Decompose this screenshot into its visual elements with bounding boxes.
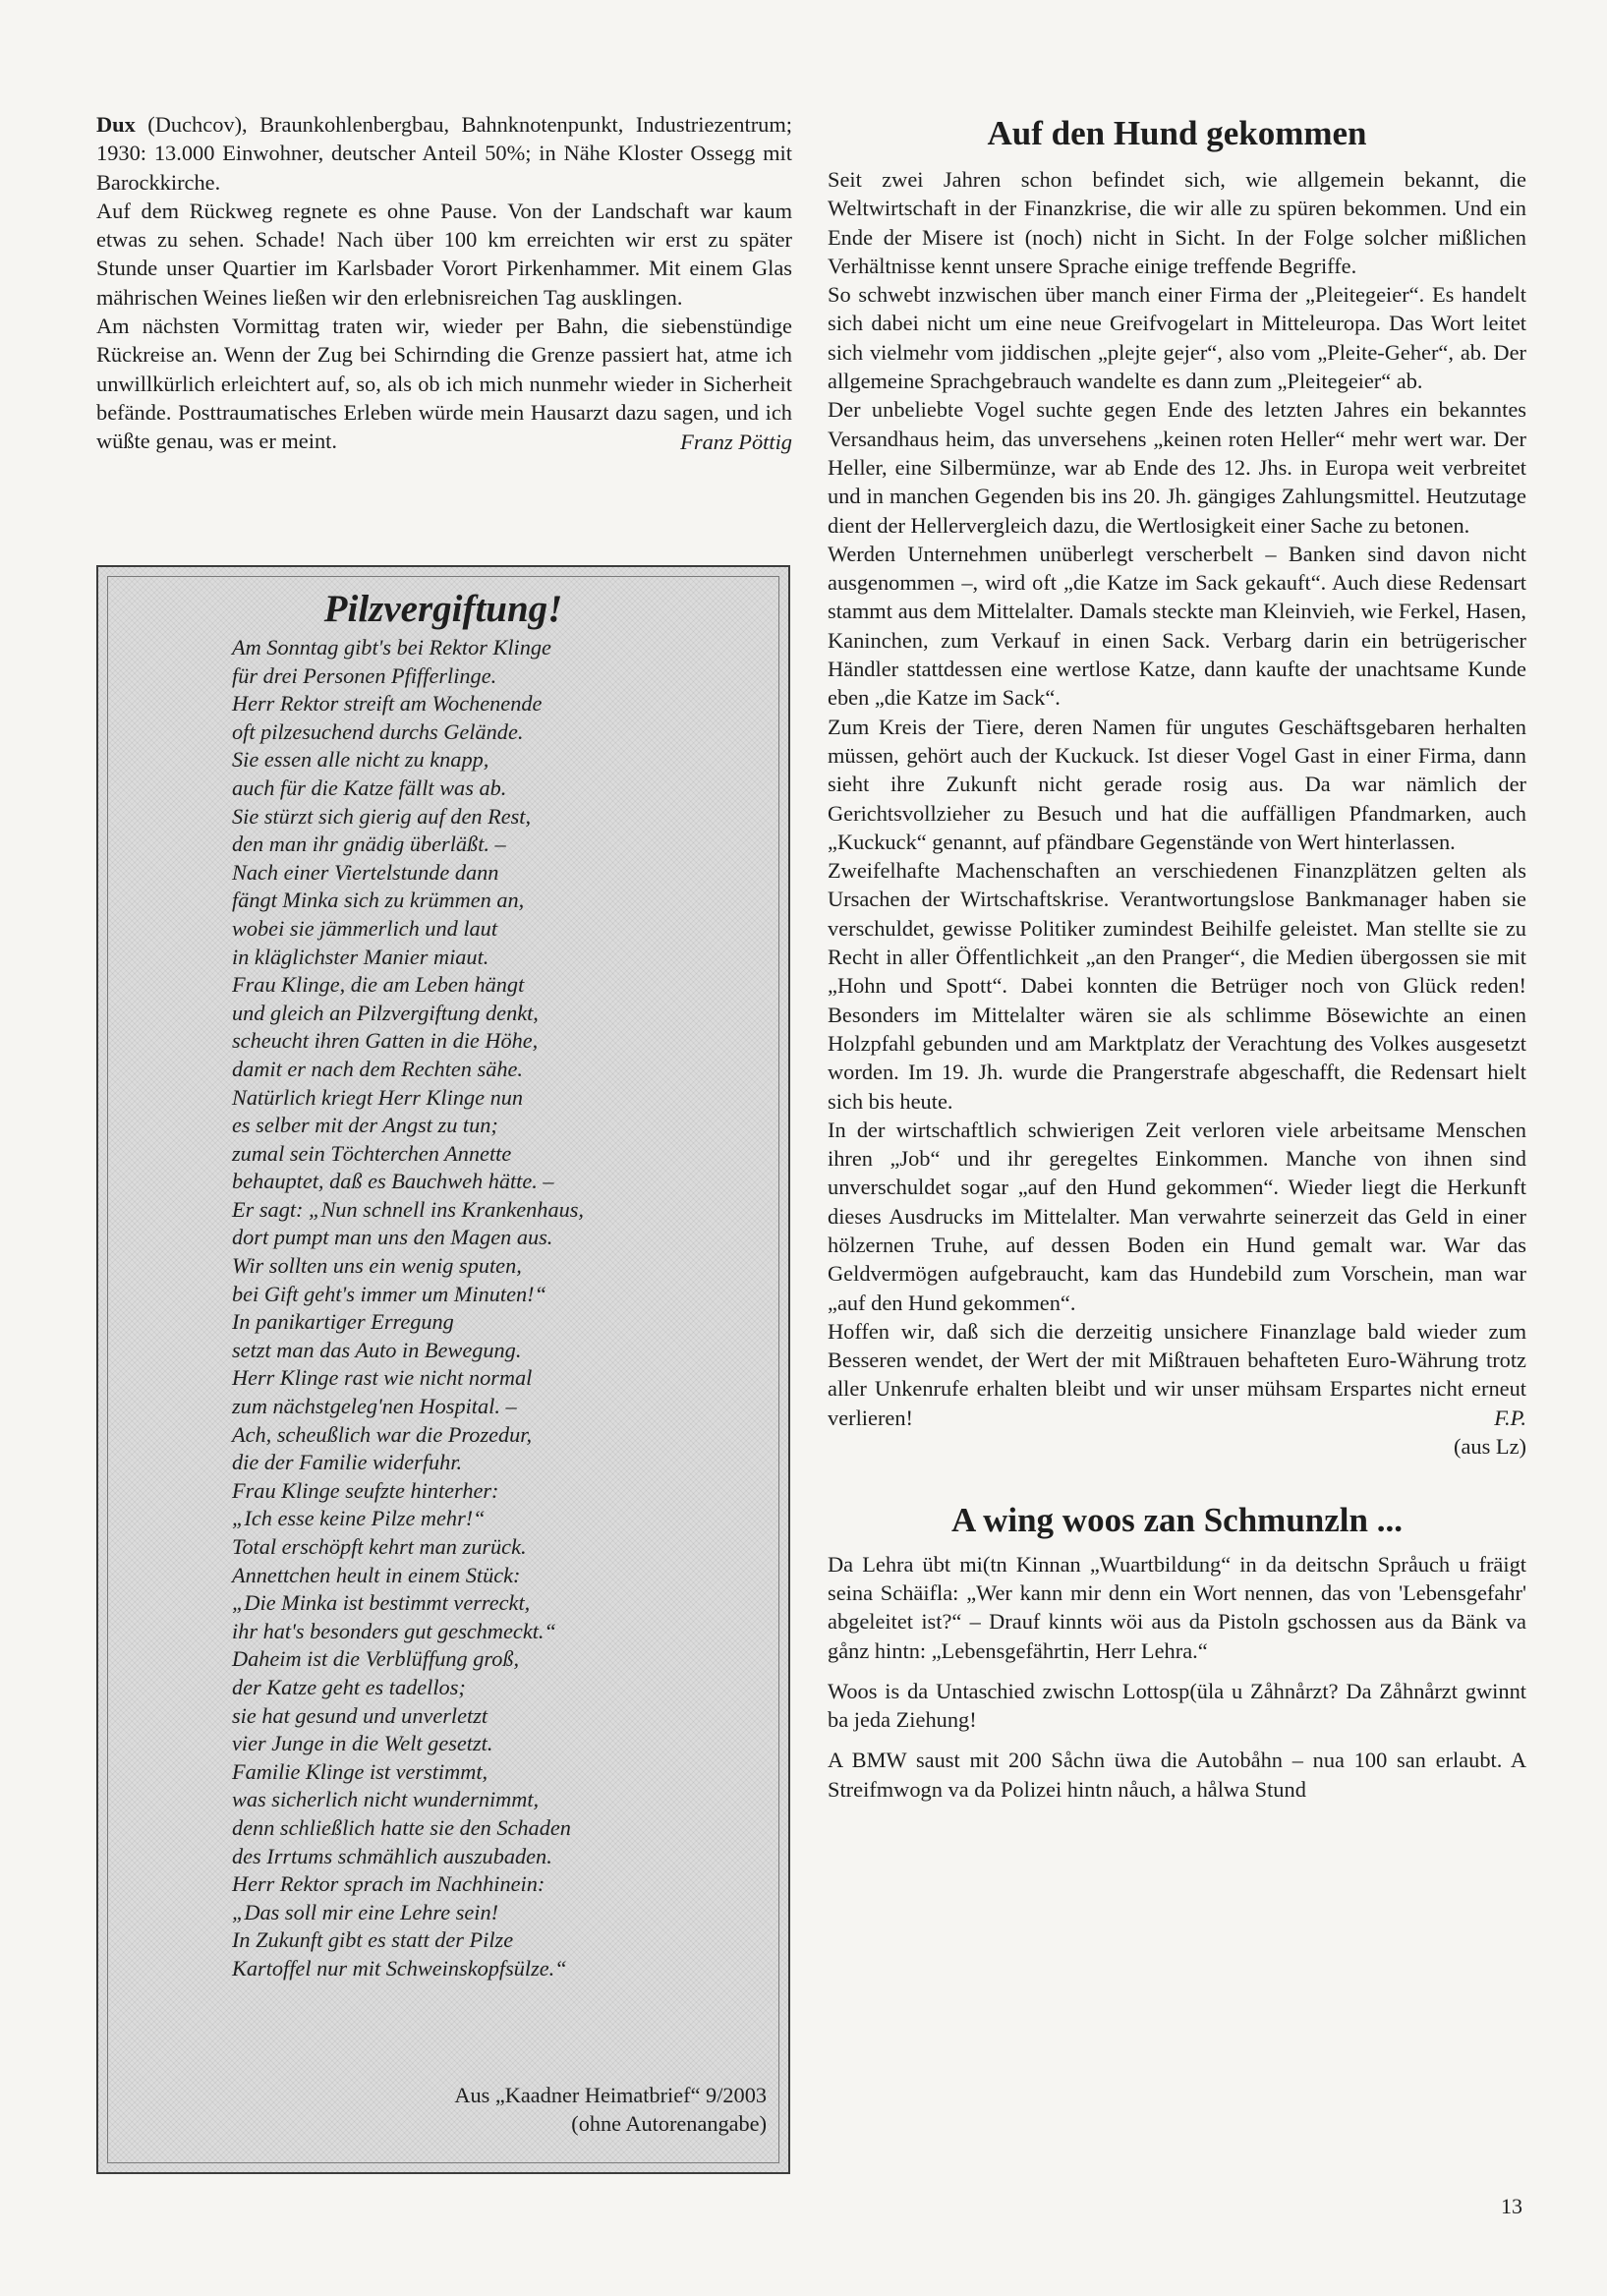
poem-line: auch für die Katze fällt was ab. <box>232 775 507 800</box>
poem-line: Kartoffel nur mit Schweinskopfsülze.“ <box>232 1955 567 1980</box>
travel-paragraph: Am nächsten Vormittag traten wir, wieder per Bahn, die siebenstündige Rückreise an. Wenn der Zug bei Schirnding die Grenze passiert hat, atme ich unwillkürlich erleichtert auf, so, als ob ich mich nunmehr wieder in Sicherheit befände. Posttraumatisches Erleben würde mein Hausarzt dazu sagen, und ich wüßte genau, was er meint. <box>96 314 792 454</box>
jokes-heading: A wing woos zan Schmunzln ... <box>951 1500 1403 1539</box>
joke-paragraph: Da Lehra übt mi(tn Kinnan „Wuartbildung“ in da deitschn Språuch u fräigt seina Schäifla: „Wer kann mir denn ein Wort nennen, das von 'Lebensgefahr' abgeleitet ist?“ – Drauf kinnts wöi aus da Pistoln gschossen aus da Bänk va gånz hintn: „Lebensgefährtin, Herr Lehra.“ <box>828 1551 1526 1663</box>
poem-line: vier Junge in die Welt gesetzt. <box>232 1731 493 1756</box>
poem-line: ihr hat's besonders gut geschmeckt.“ <box>232 1618 556 1643</box>
poem-line: In panikartiger Erregung <box>232 1309 454 1335</box>
poem-line: behauptet, daß es Bauchweh hätte. – <box>232 1169 554 1194</box>
poem-line: setzt man das Auto in Bewegung. <box>232 1337 522 1362</box>
poem-line: Familie Klinge ist verstimmt, <box>232 1758 488 1784</box>
poem-line: Nach einer Viertelstunde dann <box>232 859 499 885</box>
poem-source <box>454 2081 767 2138</box>
article-heading: Auf den Hund gekommen <box>987 114 1367 152</box>
poem-line: und gleich an Pilzvergiftung denkt, <box>232 1000 539 1025</box>
poem-line: in kläglichster Manier miaut. <box>232 944 489 969</box>
poem-line: Frau Klinge seufzte hinterher: <box>232 1477 499 1503</box>
article-paragraph: Werden Unternehmen unüberlegt verscherbelt – Banken sind davon nicht ausgenommen –, wird oft „die Katze im Sack gekauft“. Auch diese Redensart stammt aus dem Mittelalter. Damals steckte man Kleinvieh, wie Ferkel, Hasen, Kaninchen, zum Verkauf in einen Sack. Verbarg darin ein betrügerischer Händler stattdessen eine wertlose Katze, dann kaufte der unachtsame Kunde eben „die Katze im Sack“. <box>828 541 1526 711</box>
poem-line: Natürlich kriegt Herr Klinge nun <box>232 1084 524 1110</box>
poem-line: Ach, scheußlich war die Prozedur, <box>232 1421 533 1447</box>
poem-box <box>96 565 790 2174</box>
poem-line: denn schließlich hatte sie den Schaden <box>232 1814 571 1840</box>
right-column <box>828 110 1526 1804</box>
poem-title: Pilzvergiftung! <box>323 588 563 630</box>
left-column <box>96 110 792 456</box>
poem-line: was sicherlich nicht wundernimmt, <box>232 1787 540 1812</box>
poem-line: Herr Rektor sprach im Nachhinein: <box>232 1871 545 1897</box>
article-paragraph: Der unbeliebte Vogel suchte gegen Ende des letzten Jahres ein bekanntes Versandhaus heim, das unversehens „keinen roten Heller“ mehr wert war. Der Heller, eine Silbermünze, war ab Ende des 12. Jhs. in Europa weit verbreitet und in manchen Gegenden bis ins 20. Jh. gängiges Zahlungsmittel. Heutzutage dient der Hellervergleich dazu, die Wertlosigkeit einer Sache zu betonen. <box>828 397 1526 538</box>
author-signature: Franz Pöttig <box>680 429 792 454</box>
poem-source-line: (ohne Autorenangabe) <box>571 2111 767 2136</box>
article-paragraph: Zum Kreis der Tiere, deren Namen für ungutes Geschäftsgebaren herhalten müssen, gehört auch der Kuckuck. Ist dieser Vogel Gast in einer Firma, dann sieht ihre Zukunft nicht gerade rosig aus. Da war nämlich der Gerichtsvollzieher zu Besuch und hat die auffälligen Pfandmarken, auch „Kuckuck“ genannt, auf pfändbare Gegenstände von Wert hinterlassen. <box>828 714 1526 854</box>
travel-paragraph: Auf dem Rückweg regnete es ohne Pause. Von der Landschaft war kaum etwas zu sehen. Schade! Nach über 100 km erreichten wir erst zu später Stunde unser Quartier im Karlsbader Vorort Pirkenhammer. Mit einem Glas mährischen Weines ließen wir den erlebnisreichen Tag ausklingen. <box>96 198 792 310</box>
intro-text: (Duchcov), Braunkohlenbergbau, Bahnknotenpunkt, Industriezentrum; 1930: 13.000 Einwohner, deutscher Anteil 50%; in Nähe Kloster Ossegg mit Barockkirche. <box>96 112 792 195</box>
poem-line: Annettchen heult in einem Stück: <box>232 1562 521 1587</box>
page-number: 13 <box>1501 2194 1522 2218</box>
joke-paragraph: A BMW saust mit 200 Såchn üwa die Autobåhn – nua 100 san erlaubt. A Streifmwogn va da Polizei hintn nåuch, a hålwa Stund <box>828 1748 1526 1802</box>
poem-line: „Ich esse keine Pilze mehr!“ <box>232 1506 486 1531</box>
poem-line: oft pilzesuchend durchs Gelände. <box>232 718 524 744</box>
poem-line: Herr Rektor streift am Wochenende <box>232 691 543 717</box>
article-paragraph: Zweifelhafte Machenschaften an verschiedenen Finanzplätzen gelten als Ursachen der Wirtschaftskrise. Verantwortungslose Bankmanager haben sie verschuldet, gewisse Politiker zumindest Beihilfe geleistet. Man stellte sie zu Recht in aller Öffentlichkeit „an den Pranger“, die Medien übergossen sie mit „Hohn und Spott“. Dabei konnten die Betrüger noch von Glück reden! Besonders im Mittelalter wären sie als schlimme Bösewichte an einen Holzpfahl gebunden und am Marktplatz der Verachtung des Volkes ausgesetzt worden. Im 19. Jh. wurde die Prangerstrafe abgeschafft, die Redensart hielt sich bis heute. <box>828 858 1526 1114</box>
article-source: (aus Lz) <box>1454 1434 1526 1460</box>
poem-line: bei Gift geht's immer um Minuten!“ <box>232 1281 546 1306</box>
poem-line: Herr Klinge rast wie nicht normal <box>232 1365 533 1391</box>
poem-line: damit er nach dem Rechten sähe. <box>232 1056 523 1081</box>
intro-paragraph <box>96 110 792 197</box>
intro-lead: Dux <box>96 112 136 137</box>
poem-line: Am Sonntag gibt's bei Rektor Klinge <box>232 635 551 660</box>
poem-source-line: Aus „Kaadner Heimatbrief“ 9/2003 <box>454 2083 767 2107</box>
poem-line: Wir sollten uns ein wenig sputen, <box>232 1253 522 1279</box>
joke-paragraph: Woos is da Untaschied zwischn Lottosp(üla u Zåhnårzt? Da Zåhnårzt gwinnt ba jeda Ziehung! <box>828 1678 1526 1733</box>
poem-line: scheucht ihren Gatten in die Höhe, <box>232 1028 539 1054</box>
poem-line: dort pumpt man uns den Magen aus. <box>232 1225 553 1250</box>
article-paragraph: So schwebt inzwischen über manch einer Firma der „Pleitegeier“. Es handelt sich dabei nicht um eine neue Greifvogelart in Mitteleuropa. Das Wort leitet sich vielmehr vom jiddischen „plejte gejer“, also vom „Pleite-Geher“, ab. Der allgemeine Sprachgebrauch wandelte es dann zum „Pleitegeier“ ab. <box>828 282 1526 394</box>
poem-line: „Das soll mir eine Lehre sein! <box>232 1899 499 1924</box>
poem-line: Total erschöpft kehrt man zurück. <box>232 1534 527 1559</box>
poem-line: den man ihr gnädig überläßt. – <box>232 832 506 857</box>
article-paragraph: In der wirtschaftlich schwierigen Zeit verloren viele arbeitsame Menschen ihren „Job“ und ihr geregeltes Einkommen. Manche von ihnen sind unverschuldet sogar „auf den Hund gekommen“. Wieder liegt die Herkunft dieses Ausdrucks im Mittelalter. Man verwahrte seinerzeit das Geld in einer hölzernen Truhe, auf dessen Boden ein Hund gemalt war. War das Geldvermögen aufgebraucht, kam das Hundebild zum Vorschein, man war „auf den Hund gekommen“. <box>828 1117 1526 1315</box>
poem-line: fängt Minka sich zu krümmen an, <box>232 888 525 913</box>
poem-line: zum nächstgeleg'nen Hospital. – <box>232 1394 517 1419</box>
article-signature: F.P. <box>1494 1406 1526 1431</box>
poem-line: Er sagt: „Nun schnell ins Krankenhaus, <box>232 1196 584 1222</box>
poem-line: Sie essen alle nicht zu knapp, <box>232 747 489 773</box>
poem-line: zumal sein Töchterchen Annette <box>232 1140 512 1166</box>
article-paragraph: Hoffen wir, daß sich die derzeitig unsichere Finanzlage bald wieder zum Besseren wendet, der Wert der mit Mißtrauen behafteten Euro-Währung trotz aller Unkenrufe erhalten bleibt und wir unser mühsam Erspartes nicht erneut verlieren! <box>828 1318 1526 1430</box>
poem-line: Daheim ist die Verblüffung groß, <box>232 1646 520 1672</box>
poem-line: es selber mit der Angst zu tun; <box>232 1113 498 1138</box>
poem-line: des Irrtums schmählich auszubaden. <box>232 1843 552 1868</box>
poem-lines <box>232 634 584 1983</box>
article-paragraph: Seit zwei Jahren schon befindet sich, wie allgemein bekannt, die Weltwirtschaft in der Finanzkrise, die wir alle zu spüren bekommen. Und ein Ende der Misere ist (noch) nicht in Sicht. In der Folge solcher mißlichen Verhältnisse kennt unsere Sprache einige treffende Begriffe. <box>828 167 1526 278</box>
poem-line: Frau Klinge, die am Leben hängt <box>232 972 525 998</box>
poem-line: „Die Minka ist bestimmt verreckt, <box>232 1590 531 1616</box>
poem-line: sie hat gesund und unverletzt <box>232 1702 488 1728</box>
poem-line: wobei sie jämmerlich und laut <box>232 915 498 941</box>
poem-line: die der Familie widerfuhr. <box>232 1450 463 1475</box>
poem-line: In Zukunft gibt es statt der Pilze <box>232 1927 514 1953</box>
poem-line: für drei Personen Pfifferlinge. <box>232 662 497 688</box>
poem-line: der Katze geht es tadellos; <box>232 1674 466 1699</box>
poem-line: Sie stürzt sich gierig auf den Rest, <box>232 803 532 829</box>
